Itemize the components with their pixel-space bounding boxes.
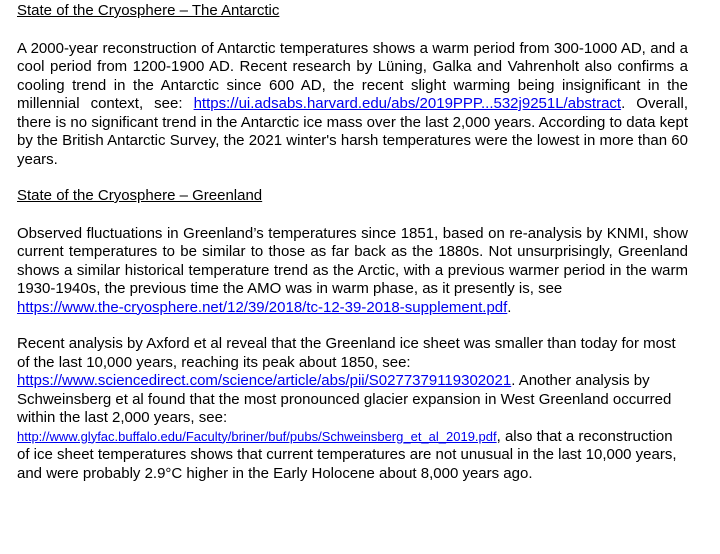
greenland-link-line <box>17 299 688 318</box>
axford-text: Recent analysis by Axford et al reveal that the Greenland ice sheet was smaller than today for most of the last 10,000 years, reaching its peak about 1850, see: <box>17 335 676 371</box>
cryosphere-link[interactable]: https://www.the-cryosphere.net/12/39/2018/tc-12-39-2018-supplement.pdf <box>17 298 508 316</box>
greenland-link-period: . <box>507 298 512 316</box>
buffalo-link[interactable]: http://www.glyfac.buffalo.edu/Faculty/briner/buf/pubs/Schweinsberg_et_al_2019.pdf <box>17 428 497 444</box>
antarctic-text-start: A 2000-year reconstruction of Antarctic temperatures shows a warm period from 300-1000 AD, and a cool period from 1200-1900 AD. Recent research by Lüning, Galka and Vahrenholt also confirms a cooling trend in the Antarctic since 600 AD, the recent slight warming being insignificant in the millennial context, see: <box>17 39 688 112</box>
antarctic-text-end: . Overall, there is no significant trend in the Antarctic ice mass over the last 2,000 years. According to data kept by the British Antarctic Survey, the 2021 winter's harsh temperatures were the lowest in more than 60 years. <box>17 95 688 168</box>
sciencedirect-link[interactable]: https://www.sciencedirect.com/science/article/abs/pii/S0277379119302021 <box>17 372 512 389</box>
adsabs-link[interactable]: https://ui.adsabs.harvard.edu/abs/2019PPP...532j9251L/abstract <box>193 95 622 112</box>
antarctic-paragraph <box>17 40 688 170</box>
schweinsberg-text: . Another analysis by Schweinsberg et al found that the most pronounced glacier expansion in West Greenland occurred within the last 2,000 years, see: <box>17 372 672 426</box>
greenland-paragraph-1 <box>17 225 688 299</box>
greenland-paragraph-2 <box>17 335 688 483</box>
antarctic-heading: State of the Cryosphere – The Antarctic <box>17 2 280 19</box>
holocene-text: , also that a reconstruction of ice sheet temperatures shows that current temperatures are not unusual in the last 10,000 years, and were probably 2.9°C higher in the Early Holocene about 8,000 years ago. <box>17 427 677 482</box>
greenland-text-1: Observed fluctuations in Greenland’s temperatures since 1851, based on re-analysis by KNMI, show current temperatures to be similar to those as far back as the 1880s. Not unsurprisingly, Greenland shows a similar historical temperature trend as the Arctic, with a previous warmer period in the warm 1930-1940s, the previous time the AMO was in warm phase, as it presently is, see <box>17 224 688 297</box>
document-page <box>17 2 688 483</box>
greenland-heading: State of the Cryosphere – Greenland <box>17 187 263 204</box>
